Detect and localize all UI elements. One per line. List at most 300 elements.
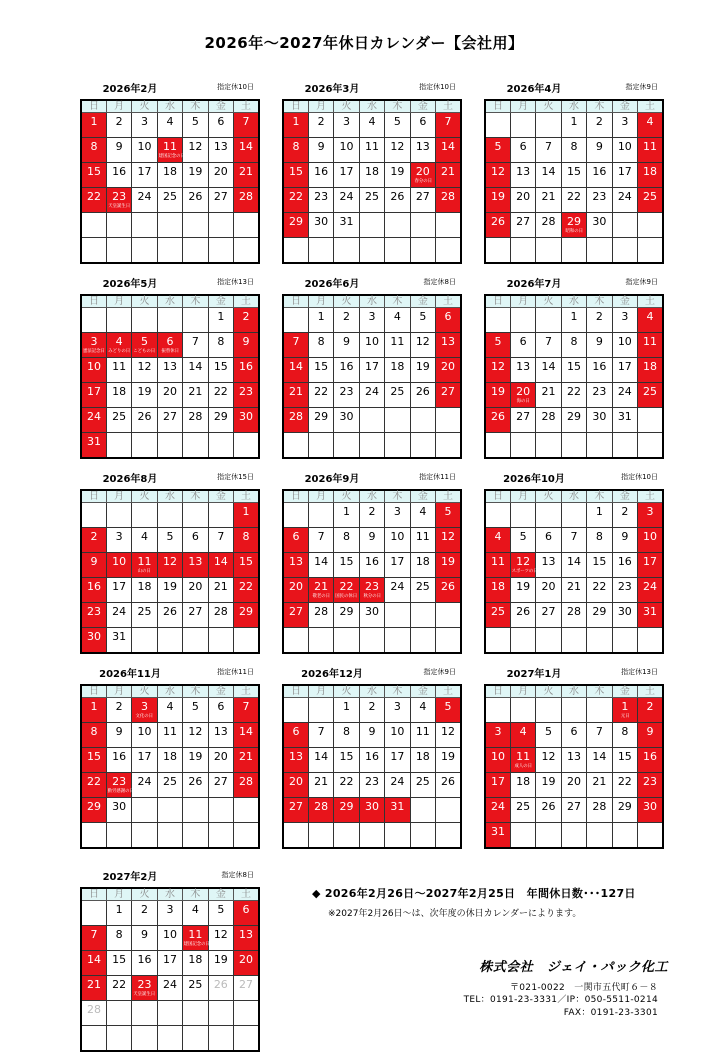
day-number: 29 <box>239 605 254 618</box>
day-cell <box>283 773 308 798</box>
day-cell <box>612 773 637 798</box>
weekday-header: 土 <box>436 295 461 308</box>
day-number: 23 <box>364 775 379 788</box>
day-cell <box>561 528 586 553</box>
week-row <box>81 901 259 926</box>
week-row <box>81 773 259 798</box>
weekday-header: 土 <box>436 685 461 698</box>
holiday-label: 建国記念の日 <box>183 942 210 947</box>
day-number: 11 <box>643 140 658 153</box>
day-number: 12 <box>490 360 505 373</box>
day-cell <box>536 798 561 823</box>
day-number: 1 <box>570 310 578 323</box>
day-number: 25 <box>364 190 379 203</box>
day-cell <box>385 333 410 358</box>
day-cell <box>385 358 410 383</box>
day-number: 29 <box>213 410 228 423</box>
day-number: 8 <box>343 530 351 543</box>
weekday-header: 金 <box>208 888 233 901</box>
weekday-header: 水 <box>561 685 586 698</box>
day-number: 1 <box>317 310 325 323</box>
month-header <box>282 665 462 681</box>
empty-cell <box>157 503 182 528</box>
day-cell <box>208 188 233 213</box>
day-number: 30 <box>112 800 127 813</box>
week-row <box>485 698 663 723</box>
week-row <box>81 188 259 213</box>
holiday-label: 敬老の日 <box>312 594 330 599</box>
day-number: 2 <box>141 903 149 916</box>
day-cell <box>359 163 384 188</box>
day-cell <box>510 748 535 773</box>
month-calendar <box>282 275 462 423</box>
day-cell <box>510 213 535 238</box>
weekday-header: 土 <box>638 100 663 113</box>
day-cell <box>334 138 359 163</box>
weekday-header: 木 <box>587 490 612 503</box>
empty-cell <box>536 238 561 263</box>
day-cell <box>308 358 333 383</box>
day-number: 13 <box>288 555 303 568</box>
day-cell <box>208 603 233 628</box>
day-cell <box>157 976 182 1001</box>
day-number: 21 <box>314 775 329 788</box>
day-cell <box>308 308 333 333</box>
day-cell <box>561 308 586 333</box>
day-cell <box>157 603 182 628</box>
month-title: 2026年5月 <box>102 279 158 290</box>
day-cell <box>359 698 384 723</box>
day-cell <box>385 723 410 748</box>
day-cell <box>132 926 157 951</box>
weekday-header: 木 <box>183 685 208 698</box>
empty-cell <box>81 823 106 848</box>
day-cell <box>234 603 259 628</box>
day-cell <box>234 113 259 138</box>
day-number: 13 <box>213 140 228 153</box>
month-header <box>80 868 260 884</box>
day-number: 16 <box>643 750 658 763</box>
day-cell <box>561 188 586 213</box>
day-cell <box>132 138 157 163</box>
weekday-header: 土 <box>234 100 259 113</box>
day-number: 16 <box>592 165 607 178</box>
day-cell <box>334 528 359 553</box>
empty-cell <box>485 628 510 653</box>
designated-rest-days: 指定休8日 <box>423 278 456 286</box>
day-number: 23 <box>86 605 101 618</box>
day-cell <box>638 578 663 603</box>
day-cell <box>183 333 208 358</box>
day-number: 12 <box>441 725 456 738</box>
day-number: 28 <box>188 410 203 423</box>
day-number: 14 <box>86 953 101 966</box>
day-number: 10 <box>339 140 354 153</box>
month-calendar <box>282 80 462 228</box>
day-number: 8 <box>90 725 98 738</box>
day-cell <box>157 333 182 358</box>
day-number: 19 <box>441 750 456 763</box>
day-number: 10 <box>617 140 632 153</box>
day-number: 25 <box>415 580 430 593</box>
day-cell <box>485 383 510 408</box>
day-cell <box>208 901 233 926</box>
day-number: 8 <box>595 530 603 543</box>
day-number: 26 <box>188 775 203 788</box>
day-number: 15 <box>288 165 303 178</box>
day-number: 22 <box>288 190 303 203</box>
day-number: 29 <box>339 800 354 813</box>
day-number: 17 <box>112 580 127 593</box>
day-cell <box>81 951 106 976</box>
day-cell <box>132 976 157 1001</box>
day-cell <box>183 578 208 603</box>
weekday-header: 日 <box>283 295 308 308</box>
day-number: 10 <box>617 335 632 348</box>
day-cell <box>106 553 131 578</box>
day-number: 15 <box>112 953 127 966</box>
weekday-header: 金 <box>410 685 435 698</box>
day-number: 4 <box>646 310 654 323</box>
day-cell <box>410 773 435 798</box>
day-cell <box>208 138 233 163</box>
day-number: 19 <box>213 953 228 966</box>
weekday-header: 月 <box>308 295 333 308</box>
day-cell <box>183 188 208 213</box>
day-cell <box>638 798 663 823</box>
day-cell <box>132 748 157 773</box>
day-cell <box>183 926 208 951</box>
day-number: 7 <box>595 725 603 738</box>
day-cell <box>536 723 561 748</box>
day-number: 24 <box>617 190 632 203</box>
day-cell <box>359 113 384 138</box>
day-number: 6 <box>217 115 225 128</box>
week-row <box>485 333 663 358</box>
day-cell <box>587 528 612 553</box>
week-row <box>485 798 663 823</box>
day-number: 6 <box>166 335 174 348</box>
empty-cell <box>436 798 461 823</box>
day-cell <box>510 383 535 408</box>
month-title: 2026年7月 <box>506 279 562 290</box>
day-number: 19 <box>516 580 531 593</box>
week-row <box>81 951 259 976</box>
month-title: 2027年1月 <box>506 669 562 680</box>
month-header <box>484 470 664 486</box>
day-cell <box>81 358 106 383</box>
day-cell <box>208 723 233 748</box>
day-number: 4 <box>419 700 427 713</box>
day-cell <box>485 798 510 823</box>
day-number: 9 <box>646 725 654 738</box>
month-header <box>282 80 462 96</box>
weekday-header: 月 <box>308 100 333 113</box>
weekday-header: 金 <box>410 100 435 113</box>
day-number: 27 <box>516 410 531 423</box>
week-row <box>485 113 663 138</box>
day-cell <box>385 308 410 333</box>
day-number: 10 <box>137 140 152 153</box>
empty-cell <box>183 238 208 263</box>
day-number: 13 <box>288 750 303 763</box>
week-row <box>81 333 259 358</box>
day-number: 11 <box>516 750 531 763</box>
day-number: 6 <box>191 530 199 543</box>
day-cell <box>334 798 359 823</box>
week-row <box>81 213 259 238</box>
empty-cell <box>510 238 535 263</box>
day-number: 24 <box>339 190 354 203</box>
day-cell <box>587 773 612 798</box>
empty-cell <box>510 823 535 848</box>
day-number: 1 <box>115 903 123 916</box>
day-number: 15 <box>86 165 101 178</box>
week-row <box>485 723 663 748</box>
empty-cell <box>638 238 663 263</box>
empty-cell <box>106 308 131 333</box>
day-cell <box>234 503 259 528</box>
day-cell <box>283 163 308 188</box>
day-number: 9 <box>595 140 603 153</box>
day-number: 14 <box>314 555 329 568</box>
empty-cell <box>132 433 157 458</box>
day-cell <box>183 773 208 798</box>
day-number: 28 <box>541 410 556 423</box>
holiday-label: 山の日 <box>138 569 152 574</box>
day-number: 26 <box>213 978 228 991</box>
day-cell <box>612 748 637 773</box>
day-cell <box>132 553 157 578</box>
day-cell <box>208 408 233 433</box>
day-cell <box>536 138 561 163</box>
day-number: 2 <box>242 310 250 323</box>
day-cell <box>81 433 106 458</box>
month-table <box>282 99 462 264</box>
day-number: 28 <box>541 215 556 228</box>
day-cell <box>561 213 586 238</box>
day-number: 31 <box>617 410 632 423</box>
day-number: 17 <box>390 750 405 763</box>
day-cell <box>157 748 182 773</box>
empty-cell <box>234 823 259 848</box>
day-cell <box>132 723 157 748</box>
day-number: 7 <box>545 140 553 153</box>
day-number: 24 <box>162 978 177 991</box>
day-number: 11 <box>137 555 152 568</box>
day-cell <box>106 578 131 603</box>
day-cell <box>308 113 333 138</box>
day-number: 5 <box>191 700 199 713</box>
day-number: 20 <box>441 360 456 373</box>
month-calendar <box>80 868 260 1016</box>
day-number: 2 <box>343 310 351 323</box>
day-cell <box>561 798 586 823</box>
day-cell <box>283 358 308 383</box>
empty-cell <box>638 823 663 848</box>
day-number: 4 <box>419 505 427 518</box>
day-number: 12 <box>541 750 556 763</box>
month-calendar <box>282 470 462 618</box>
day-cell <box>385 138 410 163</box>
day-cell <box>183 163 208 188</box>
day-cell <box>587 163 612 188</box>
day-number: 30 <box>239 410 254 423</box>
empty-cell <box>536 698 561 723</box>
empty-cell <box>638 213 663 238</box>
day-number: 5 <box>545 725 553 738</box>
month-header <box>80 665 260 681</box>
day-cell <box>359 503 384 528</box>
day-number: 13 <box>239 928 254 941</box>
day-number: 22 <box>566 190 581 203</box>
day-cell <box>436 578 461 603</box>
empty-cell <box>385 603 410 628</box>
day-number: 24 <box>86 410 101 423</box>
day-number: 7 <box>242 115 250 128</box>
day-cell <box>436 773 461 798</box>
week-row <box>283 823 461 848</box>
day-cell <box>334 188 359 213</box>
day-cell <box>485 333 510 358</box>
day-number: 5 <box>166 530 174 543</box>
day-cell <box>208 163 233 188</box>
day-cell <box>510 578 535 603</box>
day-number: 24 <box>112 605 127 618</box>
month-header <box>80 470 260 486</box>
day-cell <box>334 383 359 408</box>
empty-cell <box>436 238 461 263</box>
empty-cell <box>308 628 333 653</box>
day-number: 11 <box>188 928 203 941</box>
day-number: 16 <box>314 165 329 178</box>
designated-rest-days: 指定休9日 <box>625 278 658 286</box>
empty-cell <box>283 433 308 458</box>
day-cell <box>283 213 308 238</box>
day-number: 19 <box>188 165 203 178</box>
day-number: 9 <box>368 530 376 543</box>
day-number: 11 <box>415 530 430 543</box>
day-cell <box>157 773 182 798</box>
day-cell <box>510 798 535 823</box>
day-number: 5 <box>217 903 225 916</box>
week-row <box>81 138 259 163</box>
weekday-header: 金 <box>612 490 637 503</box>
day-number: 9 <box>368 725 376 738</box>
day-number: 15 <box>592 555 607 568</box>
day-cell <box>234 528 259 553</box>
day-number: 23 <box>112 775 127 788</box>
day-cell <box>106 188 131 213</box>
empty-cell <box>157 798 182 823</box>
day-number: 23 <box>592 190 607 203</box>
empty-cell <box>587 628 612 653</box>
day-cell <box>385 773 410 798</box>
day-cell <box>81 163 106 188</box>
day-number: 11 <box>643 335 658 348</box>
weekday-header: 木 <box>385 295 410 308</box>
day-number: 16 <box>364 555 379 568</box>
day-number: 27 <box>415 190 430 203</box>
weekday-header: 火 <box>132 295 157 308</box>
empty-cell <box>536 308 561 333</box>
weekday-header: 月 <box>308 490 333 503</box>
day-number: 20 <box>541 580 556 593</box>
day-cell <box>157 408 182 433</box>
day-cell <box>587 383 612 408</box>
day-cell <box>81 138 106 163</box>
day-number: 20 <box>162 385 177 398</box>
day-number: 13 <box>188 555 203 568</box>
day-cell <box>485 603 510 628</box>
day-cell <box>283 578 308 603</box>
week-row <box>283 213 461 238</box>
empty-cell <box>485 113 510 138</box>
day-number: 27 <box>188 605 203 618</box>
day-cell <box>638 308 663 333</box>
empty-cell <box>638 408 663 433</box>
empty-cell <box>81 238 106 263</box>
week-row <box>283 603 461 628</box>
day-number: 1 <box>292 115 300 128</box>
day-cell <box>510 723 535 748</box>
week-row <box>283 383 461 408</box>
day-cell <box>106 628 131 653</box>
day-number: 31 <box>86 435 101 448</box>
day-number: 10 <box>643 530 658 543</box>
week-row <box>283 698 461 723</box>
day-number: 7 <box>317 530 325 543</box>
designated-rest-days: 指定休11日 <box>217 668 254 676</box>
day-cell <box>208 528 233 553</box>
day-number: 7 <box>217 530 225 543</box>
day-number: 19 <box>162 580 177 593</box>
day-cell <box>561 138 586 163</box>
day-cell <box>638 723 663 748</box>
day-number: 14 <box>541 165 556 178</box>
day-cell <box>183 698 208 723</box>
day-cell <box>359 528 384 553</box>
day-cell <box>308 798 333 823</box>
empty-cell <box>183 823 208 848</box>
day-number: 22 <box>213 385 228 398</box>
empty-cell <box>561 503 586 528</box>
day-cell <box>283 603 308 628</box>
month-table <box>484 684 664 849</box>
weekday-header: 水 <box>359 295 384 308</box>
empty-cell <box>612 823 637 848</box>
month-calendar <box>80 275 260 448</box>
empty-cell <box>385 628 410 653</box>
day-cell <box>308 333 333 358</box>
day-number: 21 <box>188 385 203 398</box>
month-title: 2026年9月 <box>304 474 360 485</box>
day-number: 29 <box>617 800 632 813</box>
day-number: 12 <box>162 555 177 568</box>
day-number: 11 <box>490 555 505 568</box>
day-cell <box>612 503 637 528</box>
day-cell <box>561 408 586 433</box>
day-cell <box>612 723 637 748</box>
empty-cell <box>308 503 333 528</box>
day-number: 26 <box>441 775 456 788</box>
day-cell <box>81 698 106 723</box>
empty-cell <box>587 433 612 458</box>
empty-cell <box>510 628 535 653</box>
day-number: 2 <box>595 310 603 323</box>
day-cell <box>234 698 259 723</box>
week-row <box>283 798 461 823</box>
